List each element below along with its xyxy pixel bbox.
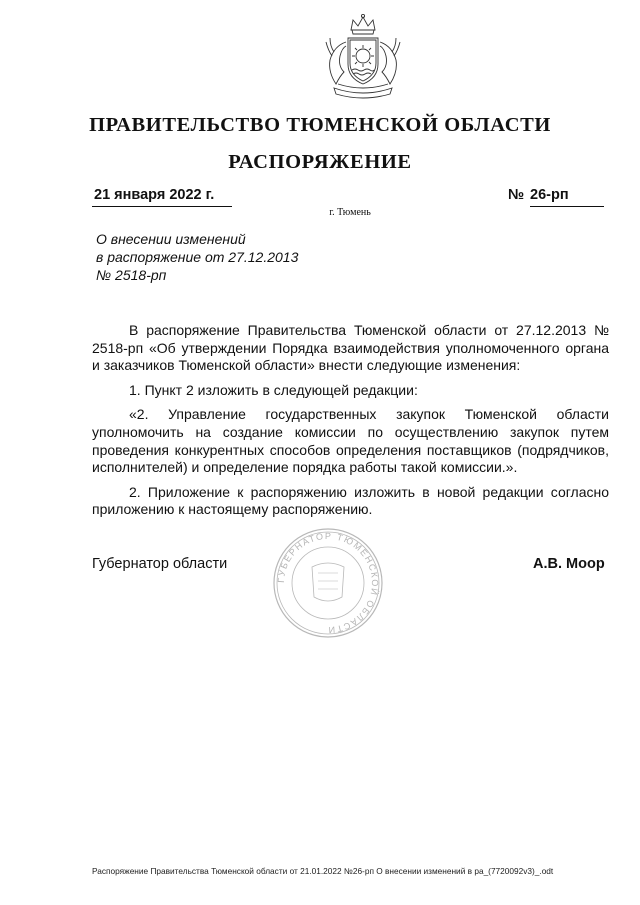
document-number: 26-рп	[530, 187, 604, 207]
subject-line: О внесении изменений	[96, 231, 246, 247]
body-paragraph: В распоряжение Правительства Тюменской области от 27.12.2013 № 2518-рп «Об утверждении Порядка взаимодействия уполномоченного органа и заказчиков Тюменской области» внести следующие изменения:	[92, 322, 609, 374]
subject-block	[96, 230, 298, 284]
body-paragraph: 1. Пункт 2 изложить в следующей редакции:	[129, 381, 418, 398]
subject-line: № 2518-рп	[96, 267, 167, 283]
document-type: РАСПОРЯЖЕНИЕ	[228, 151, 412, 173]
city: г. Тюмень	[329, 207, 371, 218]
government-title: ПРАВИТЕЛЬСТВО ТЮМЕНСКОЙ ОБЛАСТИ	[89, 114, 551, 136]
seal-text: ГУБЕРНАТОР ТЮМЕНСКОЙ ОБЛАСТИ	[275, 530, 381, 636]
body-paragraph: 2. Приложение к распоряжению изложить в новой редакции согласно приложению к настоящему распоряжению.	[92, 483, 609, 518]
signer-name: А.В. Моор	[533, 556, 605, 572]
document-body	[92, 322, 609, 526]
body-paragraph: «2. Управление государственных закупок Тюменской области уполномочить на создание комиссии по осуществлению закупок путем проведения конкурентных способов определения поставщиков (подрядчиков, исполнителей) и определение порядка работы такой комиссии.».	[92, 406, 609, 476]
document-number-label: №	[508, 187, 525, 203]
official-seal-icon	[272, 527, 384, 639]
coat-of-arms-icon	[318, 12, 408, 104]
footer-filename: Распоряжение Правительства Тюменской области от 21.01.2022 №26-рп О внесении изменений в ра_(7720092v3)_.odt	[92, 866, 554, 876]
subject-line: в распоряжение от 27.12.2013	[96, 249, 299, 265]
document-date: 21 января 2022 г.	[92, 187, 232, 207]
signer-title: Губернатор области	[92, 556, 228, 572]
